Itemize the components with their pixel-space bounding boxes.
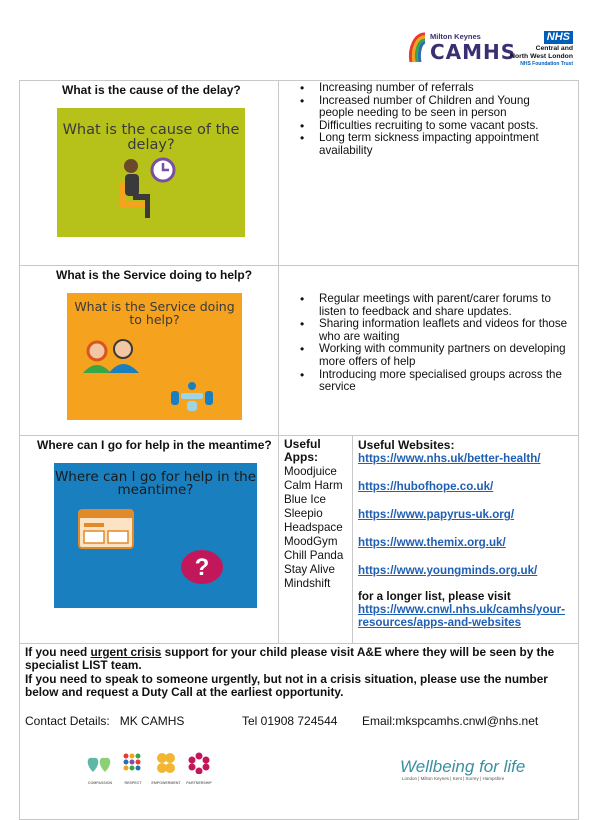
list-item: • Introducing more specialised groups across the service — [296, 369, 576, 394]
service-image-text: What is the Service doing to help? — [74, 299, 235, 327]
camhs-location: Milton Keynes — [430, 32, 481, 41]
table-divider — [278, 80, 279, 643]
help-image — [54, 463, 257, 608]
list-item: Headspace — [284, 521, 343, 534]
website-link-nhs[interactable]: https://www.nhs.uk/better-health/ — [358, 452, 541, 465]
urgent-prefix: If you need — [25, 645, 91, 659]
list-item: • Increasing number of referrals — [296, 82, 566, 95]
list-item: • Long term sickness impacting appointment availability — [296, 132, 566, 157]
wellbeing-regions: London | Milton Keynes | Kent | Surrey | Hampshire — [402, 776, 505, 781]
value-label: PARTNERSHIP — [186, 781, 212, 785]
nhs-trust-line1: Central and — [535, 45, 573, 52]
list-item: Stay Alive — [284, 563, 335, 576]
table-divider — [352, 435, 353, 643]
camhs-wordmark: CAMHS — [430, 40, 517, 64]
table-divider — [19, 265, 579, 266]
list-item — [358, 452, 541, 480]
list-item — [358, 508, 541, 536]
list-item — [358, 564, 541, 592]
list-item: Moodjuice — [284, 465, 337, 478]
delay-image — [57, 108, 245, 237]
list-item: • Increased number of Children and Young people needing to be seen in person — [296, 95, 566, 120]
value-partnership — [184, 752, 214, 785]
value-label: RESPECT — [124, 781, 142, 785]
duty-call-notice: If you need to speak to someone urgently, but not in a crisis situation, please use the number below and request a Duty Call at the earliest opportunity. — [25, 672, 548, 699]
nhs-trust-line2: North West London — [510, 53, 573, 60]
contact-telephone: Tel 01908 724544 — [242, 714, 338, 728]
contact-label: Contact Details: MK CAMHS — [25, 714, 185, 728]
table-divider — [19, 435, 579, 436]
urgent-crisis-emphasis: urgent crisis — [90, 645, 162, 659]
meeting-icon — [167, 381, 217, 413]
value-empowerment — [151, 752, 181, 785]
wellbeing-logo: Wellbeing for life — [400, 757, 526, 776]
useful-apps-list — [284, 465, 343, 591]
flower-icon — [184, 752, 214, 774]
service-heading: What is the Service doing to help? — [56, 268, 253, 282]
list-item: • Regular meetings with parent/carer forums to listen to feedback and share updates. — [296, 293, 576, 318]
delay-image-text: What is the cause of the delay? — [62, 122, 240, 153]
svg-text:?: ? — [194, 554, 210, 581]
list-item — [358, 536, 541, 564]
useful-websites-heading: Useful Websites: — [358, 438, 455, 452]
website-link-hubofhope[interactable]: https://hubofhope.co.uk/ — [358, 480, 494, 493]
urgent-crisis-notice — [25, 646, 575, 672]
hearts-icon — [85, 752, 115, 774]
useful-websites-list — [358, 452, 541, 592]
nhs-badge: NHS — [544, 31, 573, 44]
service-image — [67, 293, 242, 420]
value-respect — [118, 752, 148, 785]
useful-apps-heading: Useful Apps: — [284, 437, 321, 464]
list-item: Sleepio — [284, 507, 323, 520]
page-header — [0, 0, 595, 80]
help-image-text: Where can I go for help in the meantime? — [54, 469, 257, 498]
waiting-person-icon — [115, 156, 185, 226]
dots-grid-icon — [118, 752, 148, 774]
urgent-suffix: support for your child please visit A&E where they will be seen by the specialist LIST team. — [25, 645, 555, 672]
longer-list-label: for a longer list, please visit — [358, 590, 511, 603]
cnwl-resources-link[interactable]: https://www.cnwl.nhs.uk/camhs/your-resources/apps-and-websites — [358, 603, 565, 629]
table-divider — [19, 643, 579, 644]
list-item: MoodGym — [284, 535, 338, 548]
list-item: • Sharing information leaflets and videos for those who are waiting — [296, 318, 576, 343]
value-compassion — [85, 752, 115, 785]
question-mark-icon — [180, 549, 224, 585]
list-item — [358, 480, 541, 508]
website-link-papyrus[interactable]: https://www.papyrus-uk.org/ — [358, 508, 515, 521]
people-icon — [81, 339, 141, 373]
delay-reasons-list — [296, 82, 566, 158]
nhs-logo — [498, 27, 573, 67]
nhs-trust-line3: NHS Foundation Trust — [520, 61, 573, 67]
list-item: • Working with community partners on developing more offers of help — [296, 343, 576, 368]
browser-window-icon — [78, 509, 134, 549]
value-label: EMPOWERMENT — [151, 781, 181, 785]
help-heading: Where can I go for help in the meantime? — [37, 438, 272, 452]
petals-icon — [151, 752, 181, 774]
list-item: Calm Harm — [284, 479, 343, 492]
service-actions-list — [296, 293, 576, 394]
delay-heading: What is the cause of the delay? — [62, 83, 241, 97]
list-item: • Difficulties recruiting to some vacant posts. — [296, 120, 566, 133]
website-link-themix[interactable]: https://www.themix.org.uk/ — [358, 536, 506, 549]
camhs-logo — [407, 30, 517, 64]
value-label: COMPASSION — [87, 781, 113, 785]
list-item: Blue Ice — [284, 493, 326, 506]
list-item: Mindshift — [284, 577, 331, 590]
table-divider — [19, 80, 579, 81]
website-link-youngminds[interactable]: https://www.youngminds.org.uk/ — [358, 564, 538, 577]
contact-email: Email:mkspcamhs.cnwl@nhs.net — [362, 714, 539, 728]
list-item: Chill Panda — [284, 549, 344, 562]
